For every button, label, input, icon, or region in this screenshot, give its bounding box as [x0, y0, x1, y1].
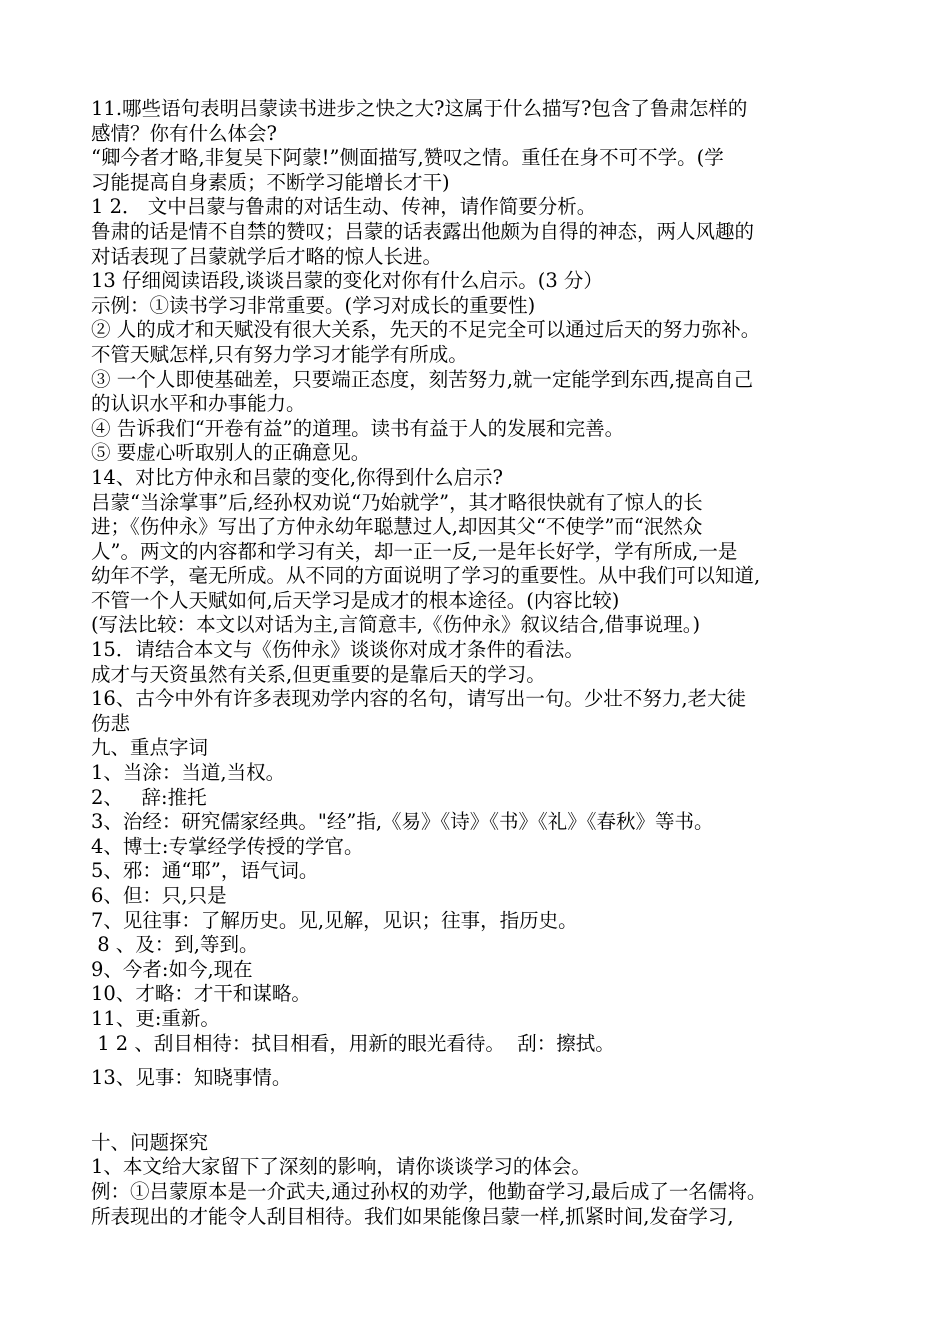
text-line: 人”。两文的内容都和学习有关，却一正一反,一是年长好学，学有所成,一是	[91, 539, 738, 563]
text-line: 对话表现了吕蒙就学后才略的惊人长进。	[91, 244, 443, 268]
text-line: 习能提高自身素质；不断学习能增长才干)	[91, 170, 450, 194]
text-line: 14、对比方仲永和吕蒙的变化,你得到什么启示?	[91, 465, 503, 489]
text-line: 6、但：只,只是	[91, 884, 227, 907]
text-line: “卿今者才略,非复吴下阿蒙!”侧面描写,赞叹之情。重任在身不可不学。(学	[91, 146, 724, 170]
text-line: ⑤ 要虚心听取别人的正确意见。	[91, 441, 371, 465]
text-line: 不管一个人天赋如何,后天学习是成才的根本途径。(内容比较)	[91, 588, 620, 612]
text-line: ④ 告诉我们“开卷有益”的道理。读书有益于人的发展和完善。	[91, 416, 625, 440]
text-line: 10、才略：才干和谋略。	[91, 982, 311, 1006]
text-line: 感情？你有什么体会?	[91, 121, 277, 145]
text-line: 成才与天资虽然有关系,但更重要的是靠后天的学习。	[91, 662, 546, 686]
text-line: 11、更:重新。	[91, 1006, 220, 1030]
text-line: 13、见事：知晓事情。	[91, 1066, 292, 1090]
text-line: 5、邪：通“耶”，语气词。	[91, 859, 319, 883]
text-line: 13 仔细阅读语段,谈谈吕蒙的变化对你有什么启示。(3 分）	[91, 269, 603, 293]
document-page	[91, 97, 871, 1229]
text-line: ② 人的成才和天赋没有很大关系，先天的不足完全可以通过后天的努力弥补。	[91, 318, 761, 342]
text-line: 九、重点字词	[91, 736, 209, 760]
text-line: 15．请结合本文与《伤仲永》谈谈你对成才条件的看法。	[91, 638, 584, 662]
text-line: 十、问题探究	[91, 1130, 209, 1154]
text-line: 2、 辞:推托	[91, 785, 207, 809]
text-line: 9、今者:如今,现在	[91, 957, 253, 981]
text-line: 4、博士:专掌经学传授的学官。	[91, 834, 364, 858]
text-line: 示例：①读书学习非常重要。(学习对成长的重要性)	[91, 293, 536, 317]
text-line: 7、见往事：了解历史。见,见解，见识；往事，指历史。	[91, 908, 578, 932]
text-line: 3、治经：研究儒家经典。"经”指,《易》《诗》《书》《礼》《春秋》等书。	[91, 810, 714, 834]
text-line: 吕蒙“当涂掌事”后,经孙权劝说“乃始就学”，其才略很快就有了惊人的长	[91, 490, 703, 514]
paragraph-gap	[91, 1056, 871, 1066]
text-line: 1 2 、刮目相待：拭目相看，用新的眼光看待。 刮：擦拭。	[91, 1031, 615, 1055]
text-line: 8 、及：到,等到。	[91, 933, 259, 957]
text-line: 所表现出的才能令人刮目相待。我们如果能像吕蒙一样,抓紧时间,发奋学习,	[91, 1204, 734, 1228]
text-line: 伤悲	[91, 711, 131, 735]
text-line: 16、古今中外有许多表现劝学内容的名句，请写出一句。少壮不努力,老大徒	[91, 687, 747, 711]
text-line: 1 2． 文中吕蒙与鲁肃的对话生动、传神，请作简要分析。	[91, 195, 597, 219]
text-line: 的认识水平和办事能力。	[91, 392, 306, 416]
text-block-middle	[91, 1066, 871, 1091]
text-line: 11.哪些语句表明吕蒙读书进步之快之大?这属于什么描写?包含了鲁肃怎样的	[91, 97, 748, 120]
text-line: 鲁肃的话是情不自禁的赞叹；吕蒙的话表露出他颇为自得的神态，两人风趣的	[91, 219, 755, 243]
text-line: 幼年不学，毫无所成。从不同的方面说明了学习的重要性。从中我们可以知道,	[91, 564, 761, 588]
text-line: (写法比较：本文以对话为主,言简意丰,《伤仲永》叙议结合,借事说理。)	[91, 613, 701, 637]
text-block-main	[91, 97, 871, 1056]
section-gap	[91, 1091, 871, 1131]
text-line: 例：①吕蒙原本是一介武夫,通过孙权的劝学，他勤奋学习,最后成了一名儒将。	[91, 1179, 767, 1203]
text-line: ③ 一个人即使基础差，只要端正态度，刻苦努力,就一定能学到东西,提高自己	[91, 367, 754, 391]
text-line: 1、本文给大家留下了深刻的影响，请你谈谈学习的体会。	[91, 1155, 591, 1179]
text-line: 1、当涂：当道,当权。	[91, 761, 286, 785]
text-line: 进；《伤仲永》写出了方仲永幼年聪慧过人,却因其父“不使学”而“泯然众	[91, 515, 703, 539]
text-line: 不管天赋怎样,只有努力学习才能学有所成。	[91, 342, 468, 366]
text-block-section-ten	[91, 1131, 871, 1229]
